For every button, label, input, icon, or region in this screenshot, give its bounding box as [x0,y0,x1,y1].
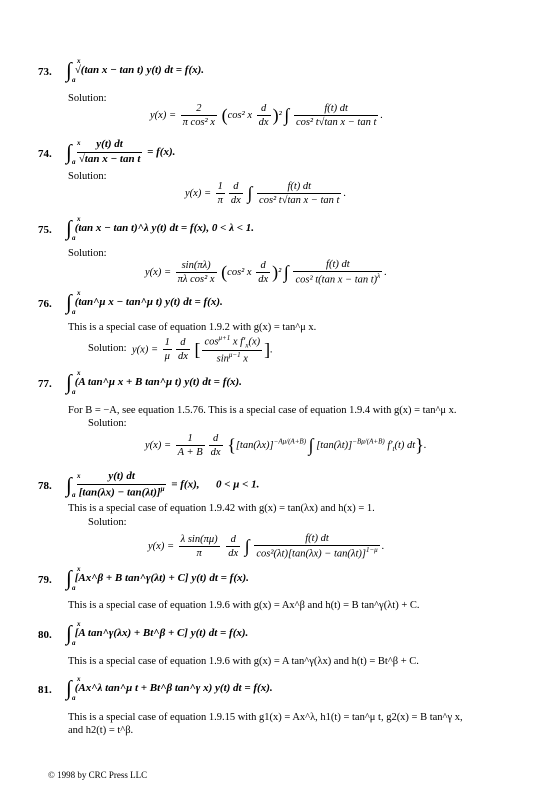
equation-number: 78. [38,480,52,492]
integral-sign: ∫ x a [66,138,81,166]
equation-statement [66,620,249,647]
solution-label: Solution: [88,418,127,429]
integral-sign: ∫ x a [66,369,81,396]
equation-statement-text: (tan^μ x − tan^μ t) y(t) dt = f(x). [74,296,223,309]
equation-statement: ∫ x a $\frac{y(t) dt}{[\tan(\lambda x) - \tan(\lambda t)]^\mu}$ = f(x), 0 < μ < 1. [66,470,260,499]
integral-sign: ∫ x a [66,620,81,647]
equation-note: This is a special case of equation 1.9.15 with g1(x) = Ax^λ, h1(t) = tan^μ t, g2(x) = B tan^γ x, [68,712,463,723]
solution-label: Solution: [68,93,107,104]
equation-number: 81. [38,684,52,696]
solution-formula: y(x) = $\frac{1}{\mu}$ $\frac{d}{dx}$ [ $\frac{\cos^{\mu+1} x f'_x(x)}{\sin^{\mu-1} x}$ ]. [132,334,273,365]
equation-number: 80. [38,629,52,641]
solution-label: Solution: [68,171,107,182]
equation-note: This is a special case of equation 1.9.42 with g(x) = tan(λx) and h(x) = 1. [68,503,375,514]
integral-sign: ∫ x a [66,675,81,702]
equation-statement: ∫ x a $\frac{y(t) dt}{\text{√tan x − tan t}}$ = f(x). [66,138,176,166]
equation-number: 75. [38,224,52,236]
equation-statement-text: (tan x − tan t)^λ y(t) dt = f(x), 0 < λ < 1. [74,222,255,235]
equation-note: For B = −A, see equation 1.5.76. This is a special case of equation 1.9.4 with g(x) = tan^μ x. [68,405,457,416]
equation-statement-text: [Ax^β + B tan^γ(λt) + C] y(t) dt = f(x). [74,572,249,585]
solution-label: Solution: [88,343,127,354]
equation-statement [66,215,255,242]
equation-statement [66,565,249,592]
equation-statement-text: [A tan^γ(λx) + Bt^β + C] y(t) dt = f(x). [74,627,249,640]
equation-statement-text: √(tan x − tan t) y(t) dt = f(x). [74,64,205,77]
equation-statement [66,289,223,316]
equation-note: This is a special case of equation 1.9.6 with g(x) = A tan^γ(λx) and h(t) = Bt^β + C. [68,656,419,667]
equation-note: and h2(t) = t^β. [68,725,134,736]
equation-number: 76. [38,298,52,310]
equation-number: 77. [38,378,52,390]
solution-formula: y(x) = $\frac{2}{\text{π cos² x}}$ (cos² x $\frac{d}{dx}$ )² ∫ $\frac{f(t) dt}{\text{cos² t√tan x − tan t}}$ . [150,103,384,129]
solution-label: Solution: [88,517,127,528]
integral-sign: ∫ x a [66,565,81,592]
copyright-footer: © 1998 by CRC Press LLC [48,770,148,780]
equation-statement-text: (Ax^λ tan^μ t + Bt^β tan^γ x) y(t) dt = f(x). [74,682,273,695]
equation-statement [66,369,242,396]
equation-note: This is a special case of equation 1.9.2 with g(x) = tan^μ x. [68,322,317,333]
solution-formula: y(x) = $\frac{\sin(\pi\lambda)}{\text{πλ cos² x}}$ (cos² x $\frac{d}{dx}$ )² ∫ $\frac{f(t) dt}{\cos^2 t(\tan x - \tan t)^\lambda}$ . [145,259,387,286]
solution-formula: y(x) = $\frac{1}{\pi}$ $\frac{d}{dx}$ ∫ $\frac{f(t) dt}{\text{cos² t√tan x − tan t}}$ . [185,181,347,207]
equation-number: 74. [38,148,52,160]
integral-sign: ∫ x a [66,57,81,84]
equation-statement [66,675,273,702]
equation-note: This is a special case of equation 1.9.6 with g(x) = Ax^β and h(t) = B tan^γ(λt) + C. [68,600,420,611]
equation-number: 73. [38,66,52,78]
equation-number: 79. [38,574,52,586]
integral-sign: ∫ x a [66,289,81,316]
integral-sign: ∫ x a [66,215,81,242]
solution-formula: y(x) = $\frac{\text{λ sin(πμ)}}{\pi}$ $\frac{d}{dx}$ ∫ $\frac{f(t) dt}{\cos^2(\lambda t)[\tan(\lambda x) - \tan(\lambda t)]^{1-\mu}}$ . [148,533,385,560]
integral-sign: ∫ x a [66,471,81,499]
solution-label: Solution: [68,248,107,259]
equation-statement-text: (A tan^μ x + B tan^μ t) y(t) dt = f(x). [74,376,242,389]
solution-formula: y(x) = $\frac{1}{A + B}$ $\frac{d}{dx}$ {$[\tan(\lambda x)]^{-A\mu/(A+B)}$ ∫ $[\tan(\lambda t)]^{-B\mu/(A+B)}$ $f'_t(t)$ dt}. [145,433,427,459]
equation-statement [66,57,205,84]
